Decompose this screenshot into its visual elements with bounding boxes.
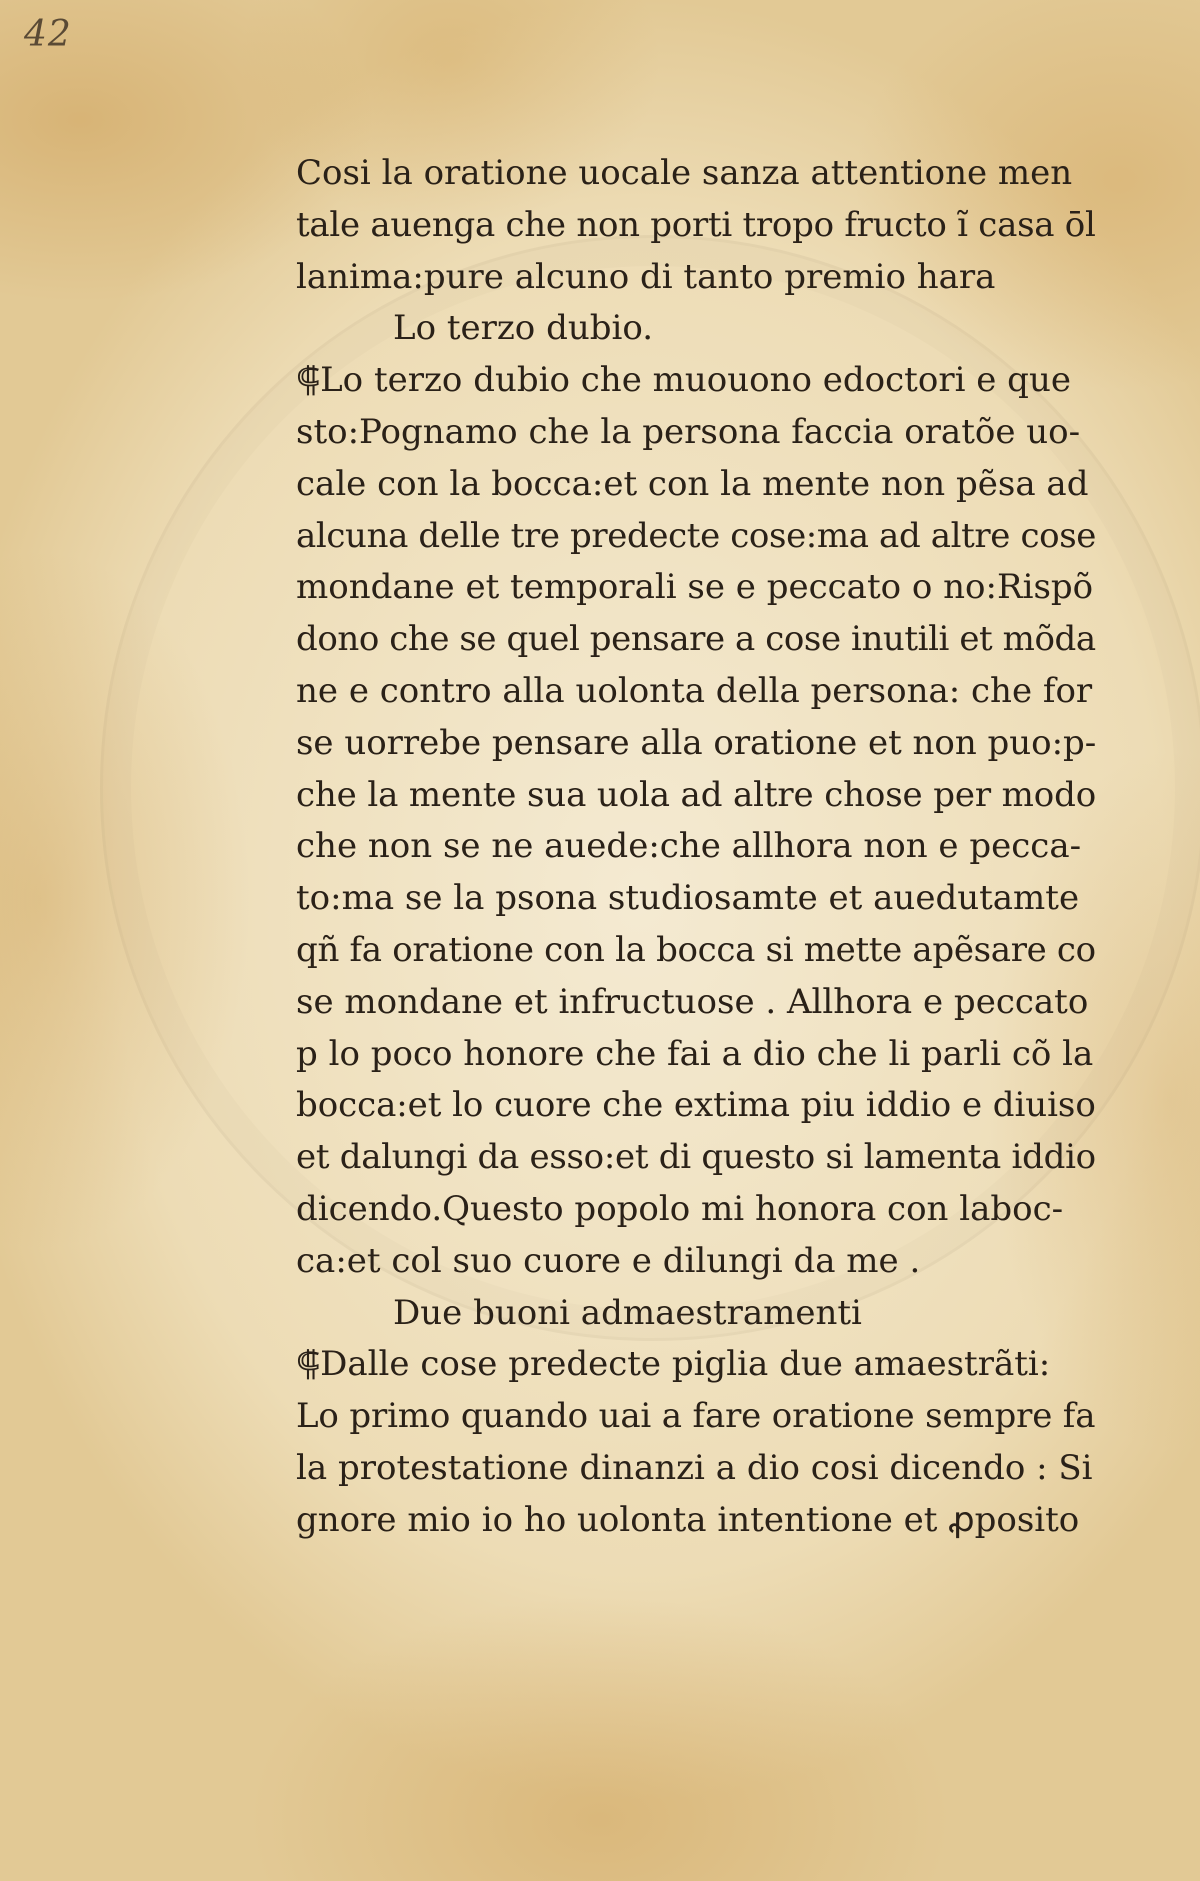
text-line: che non se ne auede:che allhora non e pecca-: [296, 826, 1082, 867]
text-line: ⸿Dalle cose predecte piglia due amaestrãti:: [296, 1344, 1051, 1385]
text-line: tale auenga che non porti tropo fructo ĩ casa ōl: [296, 204, 1096, 245]
text-line: to:ma se la psona studiosamte et auedutamte: [296, 878, 1080, 919]
text-line: alcuna delle tre predecte cose:ma ad altre cose: [296, 515, 1096, 556]
text-line: ca:et col suo cuore e dilungi da me .: [296, 1240, 921, 1281]
text-line: dicendo.Questo popolo mi honora con laboc-: [296, 1188, 1064, 1229]
text-line: gnore mio io ho uolonta intentione et ꝓposito: [296, 1499, 1080, 1540]
text-line: ⸿Lo terzo dubio che muouono edoctori e que: [296, 360, 1071, 401]
text-line: sto:Pognamo che la persona faccia oratõe uo-: [296, 411, 1081, 452]
section-heading: Due buoni admaestramenti: [393, 1292, 862, 1333]
text-line: se uorrebe pensare alla oratione et non puo:p-: [296, 722, 1096, 763]
text-line: p lo poco honore che fai a dio che li parli cõ la: [296, 1033, 1094, 1074]
text-line: et dalungi da esso:et di questo si lamenta iddio: [296, 1137, 1096, 1178]
text-line: ne e contro alla uolonta della persona: che for: [296, 670, 1093, 711]
text-line: cale con la bocca:et con la mente non pẽsa ad: [296, 463, 1089, 504]
section-heading: Lo terzo dubio.: [393, 308, 654, 349]
text-line: lanima:pure alcuno di tanto premio hara: [296, 256, 996, 297]
text-line: Lo primo quando uai a fare oratione sempre fa: [296, 1396, 1096, 1437]
folio-number: 42: [24, 14, 72, 55]
text-line: dono che se quel pensare a cose inutili et mõda: [296, 619, 1096, 660]
text-line: la protestatione dinanzi a dio cosi dicendo : Si: [296, 1447, 1093, 1488]
text-line: bocca:et lo cuore che extima piu iddio e diuiso: [296, 1085, 1096, 1126]
text-block: [296, 148, 1096, 1547]
text-line: Cosi la oratione uocale sanza attentione men: [296, 153, 1073, 193]
text-line: che la mente sua uola ad altre chose per modo: [296, 774, 1096, 815]
text-line: qñ fa oratione con la bocca si mette apẽsare co: [296, 929, 1096, 970]
text-line: se mondane et infructuose . Allhora e peccato: [296, 981, 1089, 1022]
text-line: mondane et temporali se e peccato o no:Rispõ: [296, 567, 1094, 608]
